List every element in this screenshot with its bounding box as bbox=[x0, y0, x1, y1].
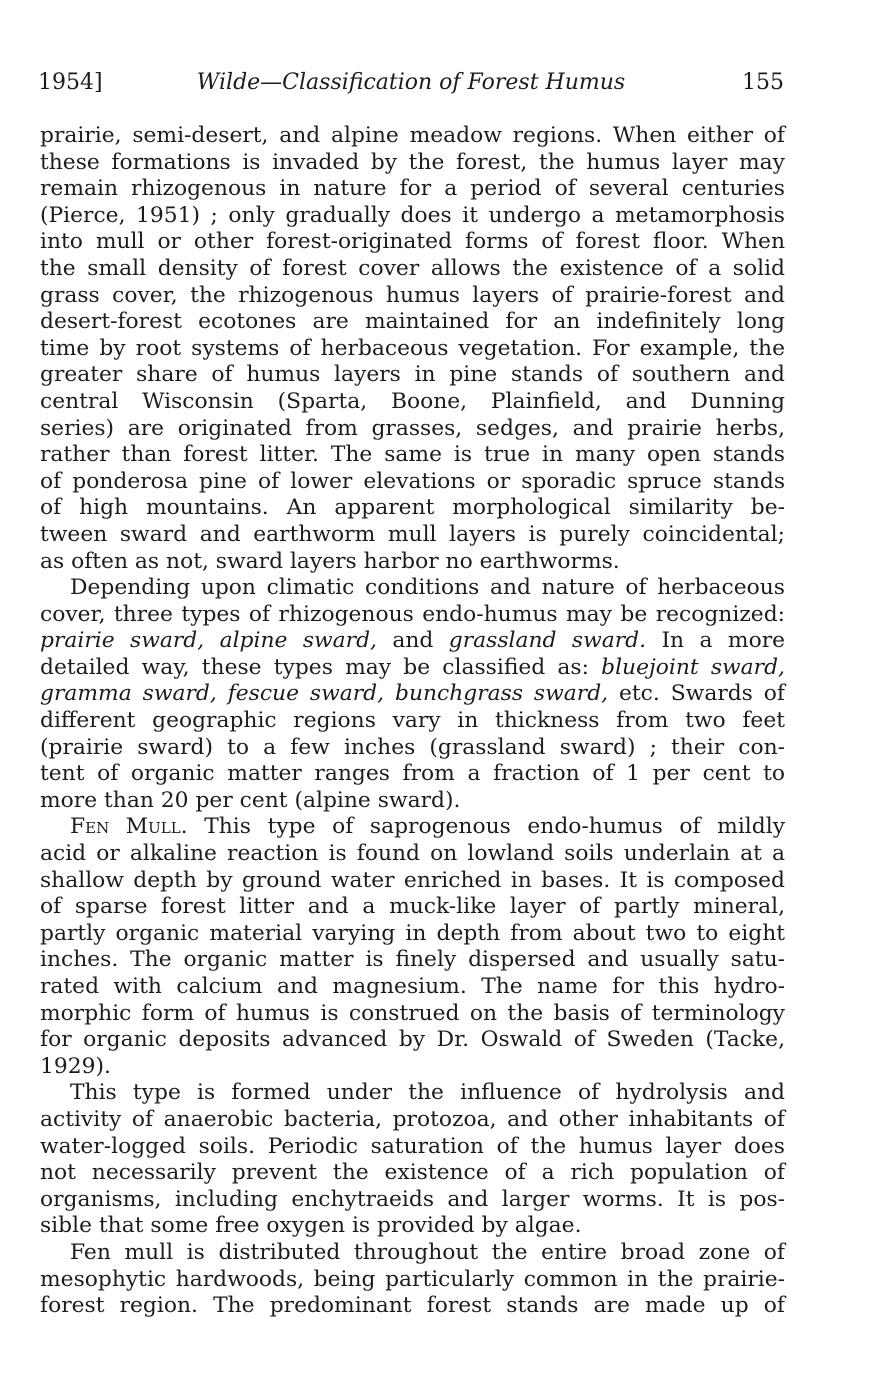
text-line: Fen mull is distributed throughout the entire broad zone of bbox=[70, 1239, 785, 1265]
text-run: and bbox=[376, 628, 449, 654]
text-line: rated with calcium and magnesium. The name for this hydro- bbox=[40, 974, 785, 999]
text-line: as often as not, sward layers harbor no earthworms. bbox=[40, 548, 620, 574]
text-line: (Pierce, 1951) ; only gradually does it undergo a metamorphosis bbox=[40, 202, 785, 228]
section-heading: Fen Mull. bbox=[70, 814, 188, 840]
text-line: organisms, including enchytraeids and larger worms. It is pos- bbox=[40, 1186, 785, 1212]
text-line: tween sward and earthworm mull layers is purely coincidental; bbox=[40, 521, 785, 547]
body-text bbox=[40, 123, 785, 1320]
text-line: more than 20 per cent (alpine sward). bbox=[40, 787, 461, 813]
italic-term: gramma sward, fescue sward, bunchgrass sward, bbox=[40, 681, 609, 707]
text-line: water-logged soils. Periodic saturation of the humus layer does bbox=[40, 1133, 785, 1159]
text-run: etc. Swards of bbox=[608, 681, 785, 707]
text-line: of sparse forest litter and a muck-like layer of partly mineral, bbox=[40, 894, 785, 920]
text-line bbox=[40, 814, 785, 841]
text-run: detailed way, these types may be classified as: bbox=[40, 654, 602, 680]
text-line: of high mountains. An apparent morphological similarity be- bbox=[40, 495, 785, 521]
text-line: acid or alkaline reaction is found on lowland soils underlain at a bbox=[40, 841, 785, 867]
text-line: for organic deposits advanced by Dr. Oswald of Sweden (Tacke, bbox=[40, 1027, 785, 1053]
text-line bbox=[40, 655, 785, 682]
running-title: Wilde—Classification of Forest Humus bbox=[196, 70, 626, 95]
text-line: remain rhizogenous in nature for a period of several centuries bbox=[40, 176, 785, 202]
text-line: activity of anaerobic bacteria, protozoa, and other inhabitants of bbox=[40, 1106, 785, 1132]
text-line: series) are originated from grasses, sedges, and prairie herbs, bbox=[40, 415, 785, 441]
text-line: rather than forest litter. The same is true in many open stands bbox=[40, 442, 785, 468]
text-line bbox=[40, 628, 785, 655]
text-line: This type is formed under the influence of hydrolysis and bbox=[70, 1080, 785, 1106]
text-line: these formations is invaded by the forest, the humus layer may bbox=[40, 149, 785, 175]
running-header bbox=[38, 66, 784, 100]
header-year: 1954] bbox=[38, 70, 103, 95]
page-number: 155 bbox=[742, 70, 784, 95]
italic-term: prairie sward, alpine sward, bbox=[40, 628, 377, 654]
text-line: shallow depth by ground water enriched in bases. It is composed bbox=[40, 867, 785, 893]
italic-term: bluejoint sward, bbox=[601, 654, 785, 680]
paragraph-4 bbox=[40, 1080, 785, 1240]
text-line: cover, three types of rhizogenous endo-humus may be recognized: bbox=[40, 601, 785, 627]
text-line: prairie, semi-desert, and alpine meadow regions. When either of bbox=[40, 123, 785, 148]
italic-term: grassland sward. bbox=[448, 628, 647, 654]
text-line: central Wisconsin (Sparta, Boone, Plainfield, and Dunning bbox=[40, 388, 785, 414]
text-line: different geographic regions vary in thickness from two feet bbox=[40, 708, 785, 734]
text-line: the small density of forest cover allows the existence of a solid bbox=[40, 255, 785, 281]
text-line: time by root systems of herbaceous vegetation. For example, the bbox=[40, 335, 785, 361]
text-line: sible that some free oxygen is provided by algae. bbox=[40, 1213, 582, 1239]
paragraph-5 bbox=[40, 1240, 785, 1320]
paragraph-1 bbox=[40, 123, 785, 575]
text-line: grass cover, the rhizogenous humus layers of prairie-forest and bbox=[40, 282, 785, 308]
text-line: forest region. The predominant forest stands are made up of bbox=[40, 1293, 785, 1319]
text-line: inches. The organic matter is finely dispersed and usually satu- bbox=[40, 947, 785, 973]
text-line: partly organic material varying in depth from about two to eight bbox=[40, 920, 785, 946]
paragraph-3 bbox=[40, 814, 785, 1080]
text-line: desert-forest ecotones are maintained for an indefinitely long bbox=[40, 309, 785, 335]
text-line: of ponderosa pine of lower elevations or sporadic spruce stands bbox=[40, 468, 785, 494]
text-run: This type of saprogenous endo-humus of mildly bbox=[187, 814, 786, 840]
text-line: Depending upon climatic conditions and nature of herbaceous bbox=[70, 575, 785, 601]
text-line: into mull or other forest-originated forms of forest floor. When bbox=[40, 229, 785, 255]
text-line bbox=[40, 681, 785, 708]
text-line: 1929). bbox=[40, 1053, 111, 1079]
text-run: In a more bbox=[646, 628, 786, 654]
paragraph-2 bbox=[40, 575, 785, 814]
text-line: mesophytic hardwoods, being particularly common in the prairie- bbox=[40, 1266, 785, 1292]
text-line: (prairie sward) to a few inches (grassland sward) ; their con- bbox=[40, 734, 785, 760]
text-line: not necessarily prevent the existence of a rich population of bbox=[40, 1160, 785, 1186]
text-line: tent of organic matter ranges from a fraction of 1 per cent to bbox=[40, 761, 785, 787]
text-line: greater share of humus layers in pine stands of southern and bbox=[40, 362, 785, 388]
text-line: morphic form of humus is construed on the basis of terminology bbox=[40, 1000, 785, 1026]
